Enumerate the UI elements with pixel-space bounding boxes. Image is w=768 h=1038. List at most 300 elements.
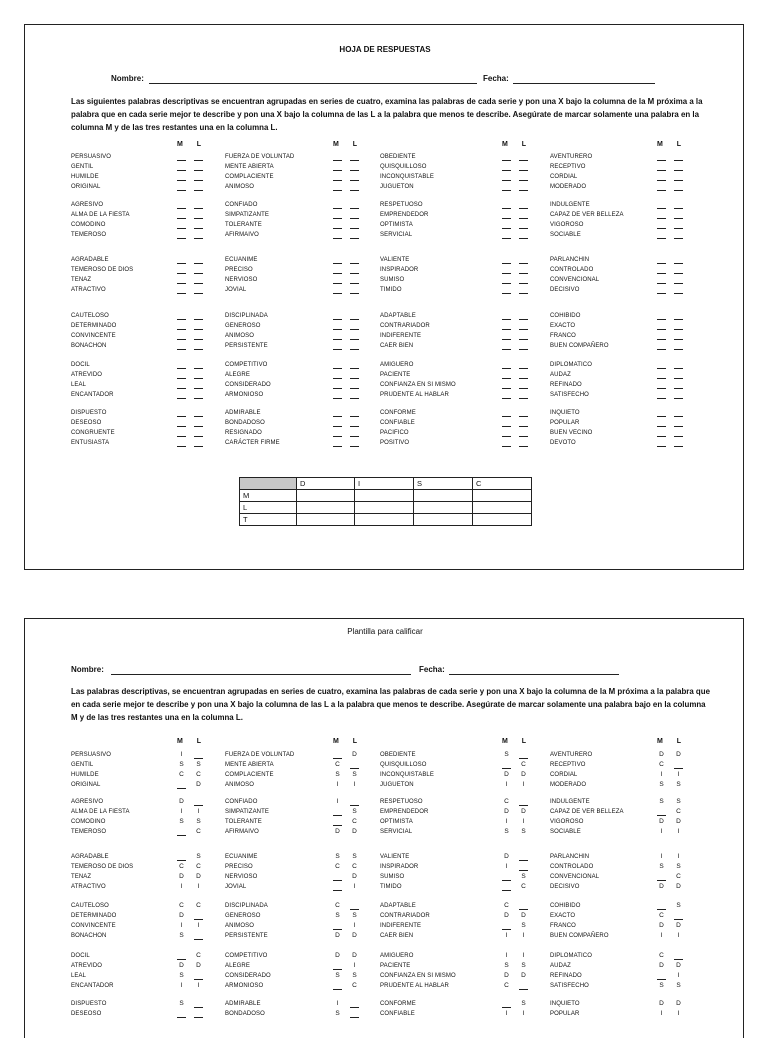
l-answer-blank[interactable] — [194, 172, 203, 182]
l-answer-blank[interactable] — [194, 275, 203, 285]
score-cell[interactable] — [355, 514, 414, 526]
m-answer-blank[interactable] — [502, 311, 511, 321]
m-answer-blank[interactable] — [657, 265, 666, 275]
l-answer-blank[interactable] — [674, 275, 683, 285]
key-m-mark: S — [335, 1010, 340, 1017]
word-label: PACIENTE — [380, 963, 411, 969]
l-answer-blank[interactable] — [674, 311, 683, 321]
l-answer-blank[interactable] — [350, 275, 359, 285]
m-answer-blank[interactable] — [502, 220, 511, 230]
l-answer-blank[interactable] — [194, 390, 203, 400]
m-answer-blank[interactable] — [177, 311, 186, 321]
fecha-field[interactable] — [449, 674, 619, 675]
m-answer-blank[interactable] — [333, 370, 342, 380]
m-answer-blank[interactable] — [657, 380, 666, 390]
l-answer-blank[interactable] — [194, 408, 203, 418]
score-row-label: M — [240, 490, 297, 502]
word-label: CONVINCENTE — [71, 923, 116, 929]
l-answer-blank[interactable] — [674, 428, 683, 438]
l-answer-blank[interactable] — [519, 220, 528, 230]
m-answer-blank[interactable] — [177, 182, 186, 192]
l-answer-blank[interactable] — [194, 152, 203, 162]
l-answer-blank[interactable] — [519, 255, 528, 265]
l-answer-blank[interactable] — [194, 311, 203, 321]
key-m-mark: I — [660, 828, 663, 835]
key-l-mark: S — [676, 982, 681, 989]
fecha-field[interactable] — [513, 83, 655, 84]
score-cell[interactable] — [473, 490, 532, 502]
m-answer-blank[interactable] — [657, 341, 666, 351]
l-answer-blank[interactable] — [350, 200, 359, 210]
l-answer-blank[interactable] — [519, 408, 528, 418]
l-answer-blank[interactable] — [674, 152, 683, 162]
key-l-mark — [519, 750, 528, 760]
m-answer-blank[interactable] — [657, 275, 666, 285]
m-answer-blank[interactable] — [177, 418, 186, 428]
m-answer-blank[interactable] — [657, 390, 666, 400]
answer-sheet-title: HOJA DE RESPUESTAS — [339, 45, 431, 54]
m-answer-blank[interactable] — [177, 255, 186, 265]
l-answer-blank[interactable] — [350, 390, 359, 400]
m-answer-blank[interactable] — [502, 182, 511, 192]
key-m-mark: S — [659, 863, 664, 870]
m-answer-blank[interactable] — [502, 360, 511, 370]
m-answer-blank[interactable] — [333, 210, 342, 220]
l-answer-blank[interactable] — [350, 321, 359, 331]
l-answer-blank[interactable] — [674, 200, 683, 210]
word-label: AGRADABLE — [71, 854, 109, 860]
l-answer-blank[interactable] — [350, 360, 359, 370]
word-label: INQUIETO — [550, 410, 580, 416]
key-l-mark: C — [196, 863, 201, 870]
word-label: SOCIABLE — [550, 232, 581, 238]
word-label: TEMEROSO — [71, 232, 107, 238]
m-answer-blank[interactable] — [177, 370, 186, 380]
key-l-mark: C — [521, 883, 526, 890]
word-label: BONACHON — [71, 933, 107, 939]
m-answer-blank[interactable] — [333, 418, 342, 428]
l-answer-blank[interactable] — [674, 360, 683, 370]
l-answer-blank[interactable] — [519, 428, 528, 438]
m-answer-blank[interactable] — [177, 390, 186, 400]
word-label: PRECISO — [225, 267, 253, 273]
m-answer-blank[interactable] — [177, 220, 186, 230]
key-l-mark: I — [677, 1010, 680, 1017]
m-answer-blank[interactable] — [177, 172, 186, 182]
key-l-mark: C — [352, 982, 357, 989]
m-answer-blank[interactable] — [333, 172, 342, 182]
word-label: COMPLACIENTE — [225, 772, 274, 778]
m-answer-blank[interactable] — [502, 255, 511, 265]
m-answer-blank[interactable] — [657, 182, 666, 192]
key-l-mark — [194, 911, 203, 921]
m-answer-blank[interactable] — [657, 285, 666, 295]
m-answer-blank[interactable] — [657, 418, 666, 428]
l-answer-blank[interactable] — [350, 210, 359, 220]
m-answer-blank[interactable] — [502, 172, 511, 182]
m-answer-blank[interactable] — [177, 265, 186, 275]
m-answer-blank[interactable] — [333, 255, 342, 265]
l-answer-blank[interactable] — [350, 265, 359, 275]
key-l-mark: S — [676, 902, 681, 909]
m-answer-blank[interactable] — [502, 341, 511, 351]
key-m-mark — [333, 981, 342, 991]
m-answer-blank[interactable] — [333, 390, 342, 400]
word-label: CONFORME — [380, 410, 416, 416]
m-answer-blank[interactable] — [502, 438, 511, 448]
word-label: CONSIDERADO — [225, 382, 271, 388]
m-answer-blank[interactable] — [177, 162, 186, 172]
key-m-mark: C — [659, 952, 664, 959]
m-answer-blank[interactable] — [657, 438, 666, 448]
nombre-label: Nombre: — [71, 665, 104, 674]
l-answer-blank[interactable] — [350, 311, 359, 321]
word-label: SATISFECHO — [550, 392, 589, 398]
m-answer-blank[interactable] — [502, 265, 511, 275]
key-l-mark: S — [352, 771, 357, 778]
score-cell[interactable] — [414, 502, 473, 514]
word-label: CONFIANZA EN SI MISMO — [380, 382, 456, 388]
m-answer-blank[interactable] — [502, 380, 511, 390]
l-answer-blank[interactable] — [519, 210, 528, 220]
m-answer-blank[interactable] — [657, 200, 666, 210]
m-answer-blank[interactable] — [333, 428, 342, 438]
m-answer-blank[interactable] — [177, 200, 186, 210]
word-label: RECEPTIVO — [550, 164, 586, 170]
score-cell[interactable] — [414, 514, 473, 526]
m-answer-blank[interactable] — [333, 162, 342, 172]
key-l-mark: C — [521, 761, 526, 768]
l-answer-blank[interactable] — [350, 285, 359, 295]
l-answer-blank[interactable] — [350, 230, 359, 240]
l-answer-blank[interactable] — [350, 172, 359, 182]
m-answer-blank[interactable] — [502, 285, 511, 295]
m-answer-blank[interactable] — [177, 321, 186, 331]
m-answer-blank[interactable] — [502, 321, 511, 331]
key-m-mark: C — [504, 798, 509, 805]
l-answer-blank[interactable] — [674, 172, 683, 182]
l-answer-blank[interactable] — [519, 152, 528, 162]
key-m-mark: D — [504, 808, 509, 815]
l-answer-blank[interactable] — [674, 408, 683, 418]
m-answer-blank[interactable] — [502, 152, 511, 162]
key-l-mark: D — [676, 962, 681, 969]
mark-column-header: M L — [657, 141, 688, 148]
l-answer-blank[interactable] — [519, 341, 528, 351]
m-answer-blank[interactable] — [657, 370, 666, 380]
word-label: QUISQUILLOSO — [380, 762, 427, 768]
key-m-mark: I — [505, 952, 508, 959]
m-answer-blank[interactable] — [333, 438, 342, 448]
key-m-mark: I — [660, 853, 663, 860]
l-answer-blank[interactable] — [194, 360, 203, 370]
l-answer-blank[interactable] — [519, 200, 528, 210]
l-answer-blank[interactable] — [519, 275, 528, 285]
key-l-mark: I — [677, 828, 680, 835]
score-row-l — [240, 502, 532, 514]
l-answer-blank[interactable] — [194, 331, 203, 341]
word-label: CONFIADO — [225, 202, 258, 208]
key-l-mark: C — [196, 771, 201, 778]
m-answer-blank[interactable] — [333, 321, 342, 331]
l-answer-blank[interactable] — [674, 220, 683, 230]
score-cell[interactable] — [297, 490, 355, 502]
m-answer-blank[interactable] — [333, 341, 342, 351]
l-answer-blank[interactable] — [194, 162, 203, 172]
l-answer-blank[interactable] — [519, 360, 528, 370]
l-answer-blank[interactable] — [194, 321, 203, 331]
word-label: CAPAZ DE VER BELLEZA — [550, 809, 624, 815]
l-answer-blank[interactable] — [519, 162, 528, 172]
l-answer-blank[interactable] — [194, 418, 203, 428]
m-answer-blank[interactable] — [177, 360, 186, 370]
word-label: PRUDENTE AL HABLAR — [380, 392, 449, 398]
l-answer-blank[interactable] — [194, 265, 203, 275]
l-answer-blank[interactable] — [194, 370, 203, 380]
l-answer-blank[interactable] — [519, 182, 528, 192]
word-label: CONSIDERADO — [225, 973, 271, 979]
m-answer-blank[interactable] — [177, 428, 186, 438]
l-answer-blank[interactable] — [674, 438, 683, 448]
l-answer-blank[interactable] — [674, 265, 683, 275]
l-answer-blank[interactable] — [350, 380, 359, 390]
m-answer-blank[interactable] — [333, 285, 342, 295]
word-label: RESPETUOSO — [380, 799, 423, 805]
mark-column-header: M L — [333, 141, 364, 148]
l-answer-blank[interactable] — [519, 285, 528, 295]
key-l-mark — [519, 981, 528, 991]
m-answer-blank[interactable] — [333, 380, 342, 390]
l-answer-blank[interactable] — [674, 230, 683, 240]
l-answer-blank[interactable] — [519, 418, 528, 428]
l-answer-blank[interactable] — [519, 370, 528, 380]
word-label: AUDAZ — [550, 963, 571, 969]
l-answer-blank[interactable] — [194, 200, 203, 210]
m-answer-blank[interactable] — [502, 331, 511, 341]
m-answer-blank[interactable] — [657, 230, 666, 240]
m-answer-blank[interactable] — [333, 275, 342, 285]
l-answer-blank[interactable] — [350, 152, 359, 162]
l-answer-blank[interactable] — [194, 230, 203, 240]
l-answer-blank[interactable] — [194, 210, 203, 220]
l-answer-blank[interactable] — [194, 285, 203, 295]
m-answer-blank[interactable] — [333, 408, 342, 418]
m-answer-blank[interactable] — [502, 390, 511, 400]
l-answer-blank[interactable] — [350, 341, 359, 351]
m-answer-blank[interactable] — [177, 210, 186, 220]
word-label: BONDADOSO — [225, 420, 265, 426]
m-answer-blank[interactable] — [657, 152, 666, 162]
m-answer-blank[interactable] — [502, 275, 511, 285]
word-label: FRANCO — [550, 333, 576, 339]
l-answer-blank[interactable] — [194, 341, 203, 351]
word-label: DECISIVO — [550, 287, 580, 293]
key-l-mark: S — [521, 962, 526, 969]
key-m-mark: D — [335, 952, 340, 959]
l-answer-blank[interactable] — [350, 331, 359, 341]
word-label: ENCANTADOR — [71, 392, 114, 398]
m-answer-blank[interactable] — [333, 331, 342, 341]
l-answer-blank[interactable] — [194, 182, 203, 192]
nombre-field[interactable] — [111, 674, 411, 675]
m-answer-blank[interactable] — [333, 152, 342, 162]
l-answer-blank[interactable] — [350, 408, 359, 418]
m-answer-blank[interactable] — [177, 438, 186, 448]
l-answer-blank[interactable] — [350, 162, 359, 172]
l-answer-blank[interactable] — [519, 331, 528, 341]
l-answer-blank[interactable] — [194, 380, 203, 390]
l-answer-blank[interactable] — [674, 370, 683, 380]
l-answer-blank[interactable] — [674, 390, 683, 400]
l-answer-blank[interactable] — [674, 255, 683, 265]
l-answer-blank[interactable] — [350, 255, 359, 265]
m-answer-blank[interactable] — [333, 230, 342, 240]
m-answer-blank[interactable] — [333, 311, 342, 321]
m-answer-blank[interactable] — [502, 200, 511, 210]
key-l-mark — [519, 862, 528, 872]
m-answer-blank[interactable] — [502, 418, 511, 428]
l-answer-blank[interactable] — [519, 311, 528, 321]
m-answer-blank[interactable] — [657, 360, 666, 370]
l-answer-blank[interactable] — [674, 210, 683, 220]
key-m-mark: I — [660, 1010, 663, 1017]
m-answer-blank[interactable] — [502, 210, 511, 220]
score-cell[interactable] — [414, 490, 473, 502]
word-label: OBEDIENTE — [380, 154, 416, 160]
key-m-mark: I — [336, 781, 339, 788]
score-cell[interactable] — [297, 514, 355, 526]
m-answer-blank[interactable] — [333, 200, 342, 210]
key-l-mark: D — [676, 883, 681, 890]
score-cell[interactable] — [473, 502, 532, 514]
key-m-mark: C — [504, 982, 509, 989]
score-cell[interactable] — [297, 502, 355, 514]
word-label: SOCIABLE — [550, 829, 581, 835]
m-answer-blank[interactable] — [502, 162, 511, 172]
m-answer-blank[interactable] — [657, 321, 666, 331]
m-answer-blank[interactable] — [502, 230, 511, 240]
m-answer-blank[interactable] — [333, 182, 342, 192]
word-label: COMPETITIVO — [225, 362, 268, 368]
l-answer-blank[interactable] — [674, 321, 683, 331]
key-m-mark — [657, 872, 666, 882]
key-m-mark: D — [504, 972, 509, 979]
instructions: Las siguientes palabras descriptivas se encuentran agrupadas en series de cuatro, examina las palabras de cada serie y pon una X bajo la columna de la M próxima a la palabra que en cada serie mejor te describe y pon una X bajo la columna de las L a la palabra que menos te describe. Asegúrate de marcar solamente una palabra en la columna M y de las tres restantes una en la columna L. — [71, 97, 703, 132]
l-answer-blank[interactable] — [674, 162, 683, 172]
l-answer-blank[interactable] — [194, 428, 203, 438]
m-answer-blank[interactable] — [333, 360, 342, 370]
key-l-mark: D — [196, 962, 201, 969]
key-m-mark: S — [335, 771, 340, 778]
word-label: INDIFERENTE — [380, 923, 422, 929]
l-answer-blank[interactable] — [194, 255, 203, 265]
l-answer-blank[interactable] — [674, 182, 683, 192]
score-header-c: C — [473, 478, 532, 490]
word-label: EXACTO — [550, 323, 576, 329]
l-answer-blank[interactable] — [350, 418, 359, 428]
score-cell[interactable] — [355, 502, 414, 514]
key-l-mark: D — [521, 808, 526, 815]
l-answer-blank[interactable] — [350, 182, 359, 192]
m-answer-blank[interactable] — [177, 152, 186, 162]
m-answer-blank[interactable] — [177, 380, 186, 390]
l-answer-blank[interactable] — [350, 438, 359, 448]
l-answer-blank[interactable] — [519, 380, 528, 390]
m-answer-blank[interactable] — [333, 220, 342, 230]
m-answer-blank[interactable] — [657, 311, 666, 321]
word-label: ANIMOSO — [225, 184, 255, 190]
m-answer-blank[interactable] — [657, 162, 666, 172]
l-answer-blank[interactable] — [350, 220, 359, 230]
m-answer-blank[interactable] — [657, 331, 666, 341]
l-answer-blank[interactable] — [519, 390, 528, 400]
m-answer-blank[interactable] — [333, 265, 342, 275]
m-answer-blank[interactable] — [657, 172, 666, 182]
key-m-mark: S — [179, 932, 184, 939]
key-l-mark: I — [353, 781, 356, 788]
m-answer-blank[interactable] — [177, 408, 186, 418]
l-answer-blank[interactable] — [519, 172, 528, 182]
word-label: TENAZ — [71, 874, 92, 880]
word-label: CARÁCTER FIRME — [225, 440, 280, 446]
nombre-field[interactable] — [149, 83, 477, 84]
word-label: AVENTURERO — [550, 154, 593, 160]
word-label: ADAPTABLE — [380, 313, 416, 319]
m-answer-blank[interactable] — [657, 220, 666, 230]
score-cell[interactable] — [355, 490, 414, 502]
m-answer-blank[interactable] — [502, 370, 511, 380]
l-answer-blank[interactable] — [674, 285, 683, 295]
l-answer-blank[interactable] — [350, 370, 359, 380]
l-answer-blank[interactable] — [674, 380, 683, 390]
word-label: ORIGINAL — [71, 782, 101, 788]
m-answer-blank[interactable] — [657, 428, 666, 438]
l-answer-blank[interactable] — [519, 321, 528, 331]
word-label: DOCIL — [71, 362, 90, 368]
l-answer-blank[interactable] — [519, 438, 528, 448]
key-l-mark: S — [352, 972, 357, 979]
word-label: TEMEROSO DE DIOS — [71, 864, 134, 870]
word-label: RESPETUOSO — [380, 202, 423, 208]
m-answer-blank[interactable] — [177, 331, 186, 341]
l-answer-blank[interactable] — [350, 428, 359, 438]
l-answer-blank[interactable] — [519, 265, 528, 275]
key-m-mark — [177, 827, 186, 837]
word-label: DISPUESTO — [71, 410, 107, 416]
m-answer-blank[interactable] — [177, 230, 186, 240]
m-answer-blank[interactable] — [657, 210, 666, 220]
m-answer-blank[interactable] — [502, 408, 511, 418]
l-answer-blank[interactable] — [674, 418, 683, 428]
m-answer-blank[interactable] — [502, 428, 511, 438]
m-answer-blank[interactable] — [657, 255, 666, 265]
l-answer-blank[interactable] — [674, 331, 683, 341]
l-answer-blank[interactable] — [194, 220, 203, 230]
m-answer-blank[interactable] — [177, 285, 186, 295]
l-answer-blank[interactable] — [194, 438, 203, 448]
key-m-mark: S — [659, 982, 664, 989]
m-answer-blank[interactable] — [177, 341, 186, 351]
m-answer-blank[interactable] — [657, 408, 666, 418]
key-l-mark: D — [521, 972, 526, 979]
l-answer-blank[interactable] — [519, 230, 528, 240]
word-label: ARMONIOSO — [225, 983, 264, 989]
l-answer-blank[interactable] — [674, 341, 683, 351]
word-label: ANIMOSO — [225, 923, 255, 929]
score-cell[interactable] — [473, 514, 532, 526]
m-answer-blank[interactable] — [177, 275, 186, 285]
key-l-mark: C — [352, 818, 357, 825]
